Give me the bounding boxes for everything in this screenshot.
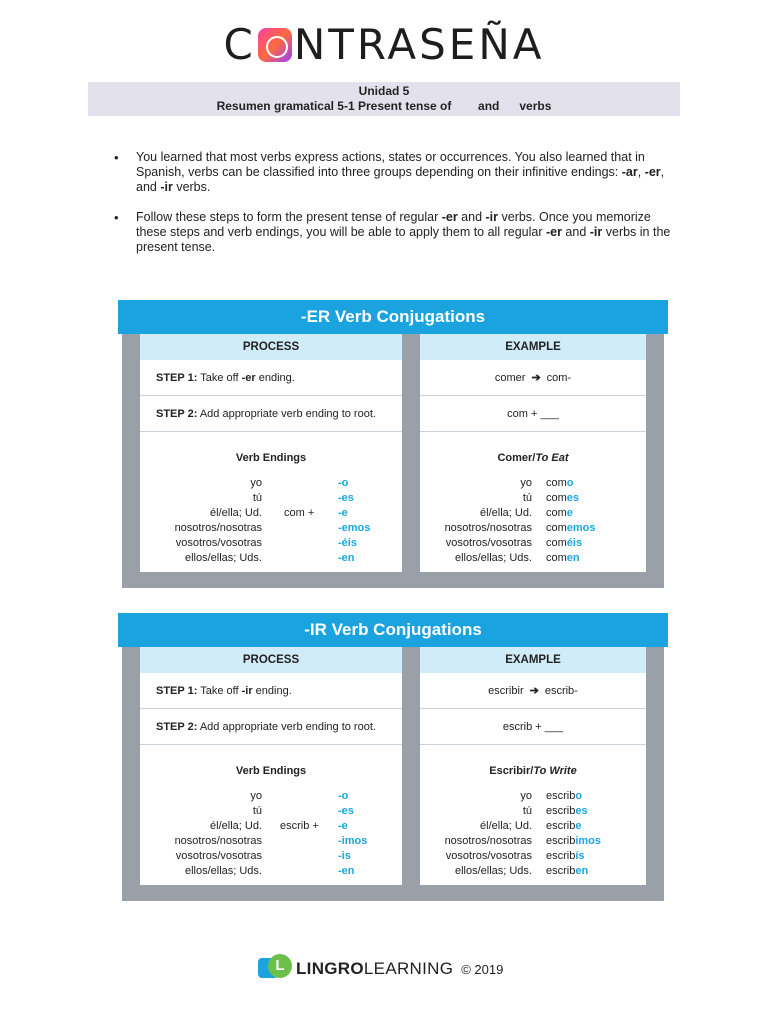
list-item: ellos/ellas; Uds. xyxy=(184,552,262,564)
brand-name: LINGROLEARNING xyxy=(296,959,454,978)
list-item: yo xyxy=(520,790,532,802)
er-conjugation-card xyxy=(118,296,668,588)
conjugation-list xyxy=(546,789,601,879)
footer xyxy=(258,952,503,986)
list-item: nosotros/nosotras xyxy=(444,835,532,847)
root-label: escrib + xyxy=(280,820,319,832)
root-label: com + xyxy=(284,507,315,519)
suffix-list xyxy=(338,476,370,566)
conjugated-form: escribimos xyxy=(546,835,602,847)
list-item: nosotros/nosotras xyxy=(444,522,532,534)
example-header: EXAMPLE xyxy=(420,334,646,360)
conjugated-form: como xyxy=(546,477,574,489)
unit-header xyxy=(88,82,680,116)
list-item: nosotros/nosotras xyxy=(174,522,262,534)
process-column xyxy=(140,647,402,885)
contrasena-logo xyxy=(0,20,768,69)
list-item: -e xyxy=(338,820,348,832)
list-item: -imos xyxy=(338,835,368,847)
ir-conjugation-card xyxy=(118,609,668,901)
list-item: yo xyxy=(250,477,262,489)
process-column xyxy=(140,334,402,572)
bullet-item: • You learned that most verbs express actions, states or occurrences. You also learned that in Spanish, verbs can be classified into three groups depending on their infinitive endings: -ar, -er, and -ir verbs. xyxy=(112,150,672,195)
pronoun-list xyxy=(445,789,532,879)
verb-endings-block xyxy=(140,432,402,572)
list-item: vosotros/vosotras xyxy=(175,537,262,549)
card-title: -ER Verb Conjugations xyxy=(118,300,668,334)
unit-title: Unidad 5 xyxy=(358,84,410,98)
list-item: yo xyxy=(520,477,532,489)
list-item: él/ella; Ud. xyxy=(210,507,262,519)
verb-endings-block xyxy=(140,745,402,885)
conjugated-form: comemos xyxy=(546,522,596,534)
verb-endings-title: Verb Endings xyxy=(235,765,307,777)
step1-row: STEP 1: Take off -er ending. xyxy=(140,360,402,396)
copyright: © 2019 xyxy=(461,961,504,977)
example1-row: escribir ➔ escrib- xyxy=(420,673,646,709)
fingerprint-icon xyxy=(258,28,292,62)
list-item: -éis xyxy=(338,537,357,549)
conjugated-form: escribís xyxy=(546,850,585,862)
list-item: vosotros/vosotras xyxy=(445,537,532,549)
step2-row: STEP 2: Add appropriate verb ending to root. xyxy=(140,709,402,745)
list-item: -e xyxy=(338,507,348,519)
bullet-item: • Follow these steps to form the present tense of regular -er and -ir verbs. Once you memorize these steps and verb endings, you will be able to apply them to all regular -er and -ir verbs in the present tense. xyxy=(112,210,672,255)
list-item: ellos/ellas; Uds. xyxy=(454,552,532,564)
list-item: -is xyxy=(338,850,351,862)
list-item: -es xyxy=(338,805,354,817)
list-item: -es xyxy=(338,492,354,504)
example-header: EXAMPLE xyxy=(420,647,646,673)
pronoun-list xyxy=(175,476,262,566)
list-item: ellos/ellas; Uds. xyxy=(454,865,532,877)
example1-row: comer ➔ com- xyxy=(420,360,646,396)
arrow-right-icon: ➔ xyxy=(531,372,541,384)
conjugated-form: escribo xyxy=(546,790,583,802)
pronoun-list xyxy=(175,789,262,879)
example-title: Escribir/To Write xyxy=(489,765,577,777)
list-item: yo xyxy=(250,790,262,802)
conjugated-form: comes xyxy=(546,492,580,504)
list-item: -o xyxy=(338,477,349,489)
list-item: -en xyxy=(338,552,355,564)
list-item: vosotros/vosotras xyxy=(175,850,262,862)
list-item: tú xyxy=(252,492,262,504)
list-item: -en xyxy=(338,865,355,877)
intro-bullets xyxy=(112,150,672,270)
pronoun-list xyxy=(445,476,532,566)
logo-wordmark: C NTRASEÑA xyxy=(223,20,545,69)
conjugated-form: escriben xyxy=(546,865,589,877)
step1-row: STEP 1: Take off -ir ending. xyxy=(140,673,402,709)
list-item: vosotros/vosotras xyxy=(445,850,532,862)
process-header: PROCESS xyxy=(140,334,402,360)
example-column xyxy=(420,647,646,885)
example-conjugation-block xyxy=(420,432,646,572)
example-title: Comer/To Eat xyxy=(497,452,569,464)
conjugated-form: come xyxy=(546,507,573,519)
conjugated-form: coméis xyxy=(546,537,583,549)
conjugation-list xyxy=(546,476,596,566)
list-item: -o xyxy=(338,790,349,802)
step2-row: STEP 2: Add appropriate verb ending to root. xyxy=(140,396,402,432)
list-item: nosotros/nosotras xyxy=(174,835,262,847)
unit-subtitle: Resumen gramatical 5-1 Present tense of and verbs xyxy=(216,99,552,113)
example2-row: com + ___ xyxy=(420,396,646,432)
conjugated-form: escribes xyxy=(546,805,588,817)
suffix-list xyxy=(338,789,367,879)
example2-row: escrib + ___ xyxy=(420,709,646,745)
list-item: tú xyxy=(522,492,532,504)
example-column xyxy=(420,334,646,572)
lingro-logo-icon: L xyxy=(258,954,292,984)
example-conjugation-block xyxy=(420,745,646,885)
card-title: -IR Verb Conjugations xyxy=(118,613,668,647)
list-item: -emos xyxy=(338,522,371,534)
verb-endings-title: Verb Endings xyxy=(235,452,307,464)
list-item: él/ella; Ud. xyxy=(480,507,532,519)
process-header: PROCESS xyxy=(140,647,402,673)
list-item: tú xyxy=(252,805,262,817)
conjugated-form: escribe xyxy=(546,820,582,832)
list-item: él/ella; Ud. xyxy=(210,820,262,832)
conjugated-form: comen xyxy=(546,552,580,564)
list-item: ellos/ellas; Uds. xyxy=(184,865,262,877)
list-item: él/ella; Ud. xyxy=(480,820,532,832)
arrow-right-icon: ➔ xyxy=(529,685,539,697)
list-item: tú xyxy=(522,805,532,817)
